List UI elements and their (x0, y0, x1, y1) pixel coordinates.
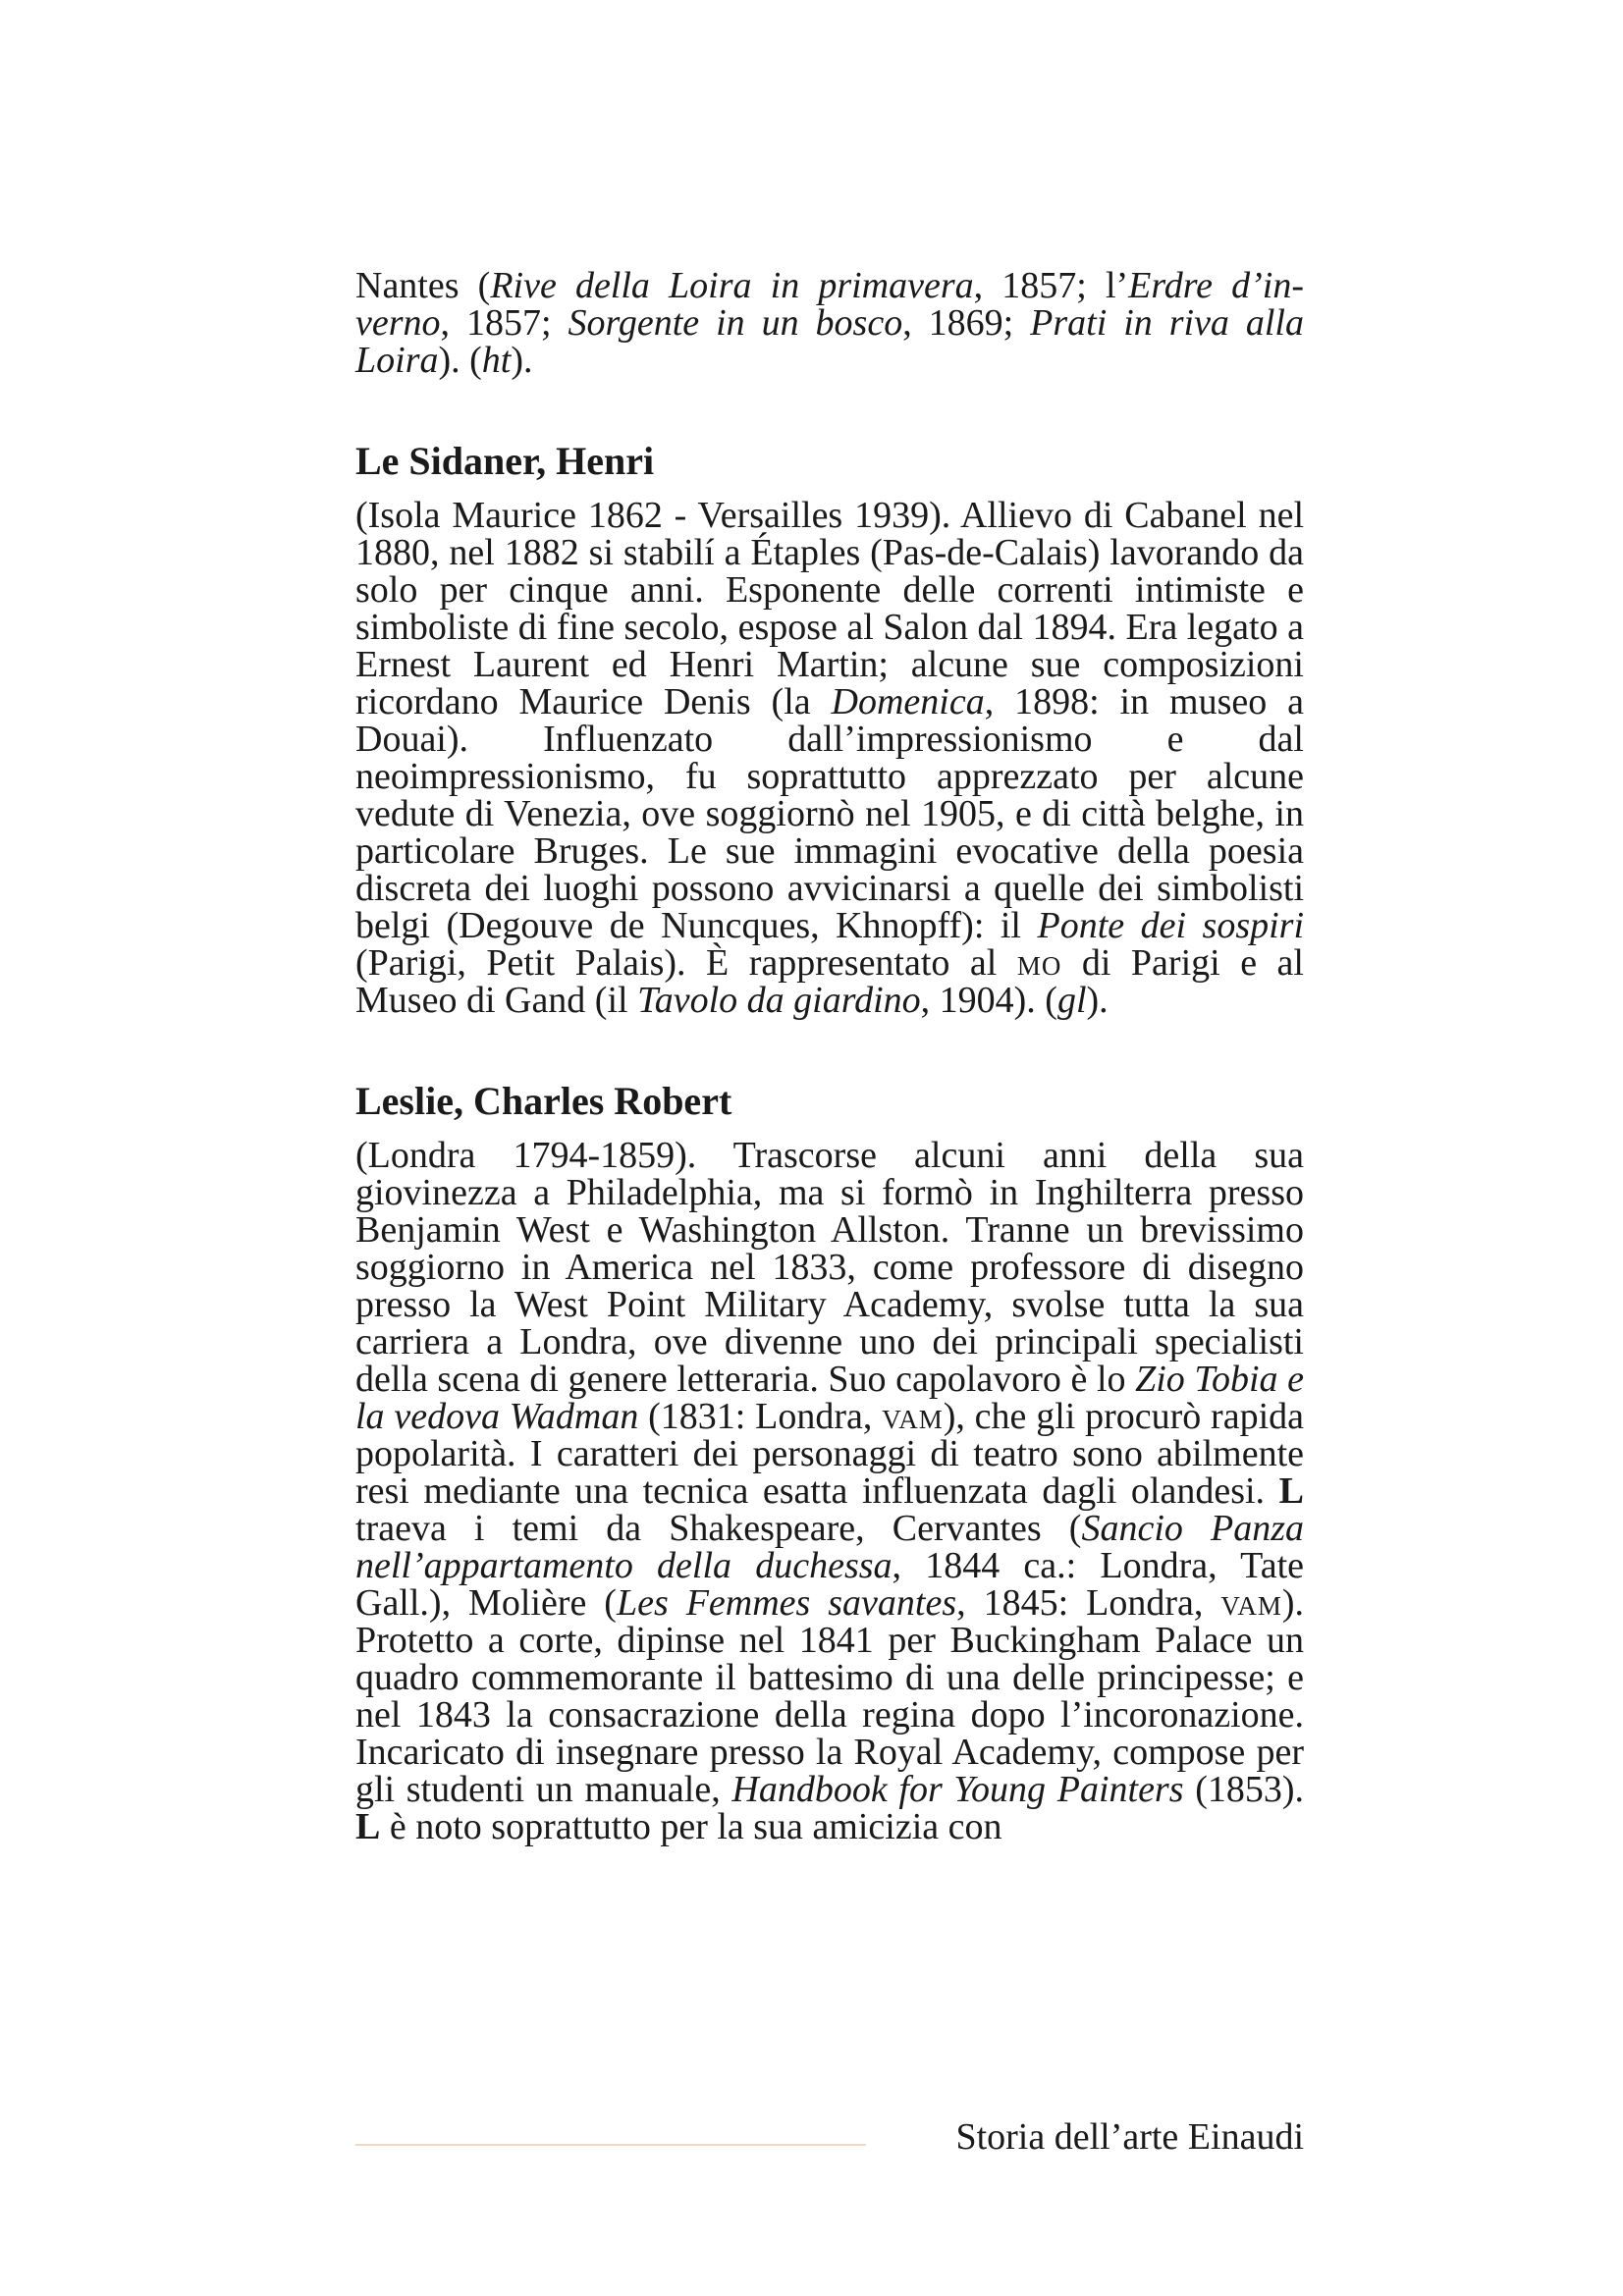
text-run: , 1844 ca.: Londra, Tate Gall.), Molière ( (355, 1545, 1304, 1624)
text-run: ), che gli procurò rapida popolarità. I caratteri dei personaggi di teatro sono abilmente resi mediante una tecnica esatta influenzata dagli olandesi. (355, 1396, 1305, 1512)
text-run: ). Protetto a corte, dipinse nel 1841 per Buckingham Palace un quadro commemorante il battesimo di una delle principesse; e nel 1843 la consacrazione della regina dopo l’incoronazione. Incaricato di insegnare presso la Royal Academy, compose per gli studenti un manuale, (355, 1582, 1304, 1810)
page-footer (355, 2112, 1304, 2162)
text-run: di Parigi e al Museo di Gand (il (355, 942, 1304, 1021)
text-run: , 1857; (440, 302, 568, 344)
artwork-title: Ponte dei sospiri (1037, 905, 1305, 946)
footer-divider (355, 2144, 866, 2146)
artwork-title: Prati in riva alla Loira (355, 302, 1304, 381)
entry-title-leslie: Leslie, Charles Robert (355, 1079, 732, 1123)
entry-initial: L (355, 1806, 381, 1847)
text-run: , 1869; (902, 302, 1031, 344)
text-run: (1853). (1183, 1769, 1305, 1810)
museum-abbreviation: vam (882, 1396, 944, 1437)
museum-abbreviation: vam (1220, 1582, 1282, 1624)
text-run: (1831: Londra, (638, 1396, 883, 1437)
text-run: (Isola Maurice 1862 - Versailles 1939). Allievo di Cabanel nel 1880, nel 1882 si stabilí a Étaples (Pas-de-Calais) lavorando da solo per cinque anni. Esponente delle correnti intimiste e simboliste di fine secolo, espose al Salon dal 1894. Era legato a Ernest Laurent ed Henri Martin; alcune sue composizioni ricordano Maurice Denis (la (355, 495, 1304, 722)
text-run: Nantes ( (355, 265, 491, 306)
entry-body-leslie (355, 1137, 1304, 1845)
author-initials: ht (481, 340, 512, 381)
artwork-title: Zio Tobia e la vedova Wadman (355, 1359, 1305, 1437)
artwork-title: Sancio Panza nell’appartamento della duchessa (355, 1508, 1304, 1586)
text-run: ). (1086, 980, 1109, 1021)
entry-initial: L (1278, 1470, 1304, 1512)
artwork-title: Erdre d’inverno (355, 265, 1304, 344)
text-run: , 1857; l’ (973, 265, 1129, 306)
text-run: traeva i temi da Shakespeare, Cervantes ( (355, 1508, 1082, 1549)
intro-paragraph (355, 267, 1304, 379)
artwork-title: Domenica (831, 681, 985, 722)
text-run: (Parigi, Petit Palais). È rappresentato al (355, 942, 1017, 984)
museum-abbreviation: mo (1016, 942, 1062, 984)
text-run: è noto soprattutto per la sua amicizia con (380, 1806, 1002, 1847)
book-title: Handbook for Young Painters (731, 1769, 1184, 1810)
text-run: ). ( (438, 340, 482, 381)
artwork-title: Tavolo da giardino (637, 980, 921, 1021)
text-run: , 1898: in museo a Douai). Influenzato dall’impressionismo e dal neoimpressionismo, fu soprattutto apprezzato per alcune vedute di Venezia, ove soggiornò nel 1905, e di città belghe, in particolare Bruges. Le sue immagini evocative della poesia discreta dei luoghi possono avvicinarsi a quelle dei simbolisti belgi (Degouve de Nuncques, Khnopff): il (355, 681, 1304, 946)
author-initials: gl (1056, 980, 1087, 1021)
artwork-title: Sorgente in un bosco (568, 302, 903, 344)
entry-body-le-sidaner (355, 497, 1304, 1019)
page-text (355, 267, 1304, 1845)
text-run: (Londra 1794-1859). Trascorse alcuni anni della sua giovinezza a Philadelphia, ma si formò in Inghilterra presso Benjamin West e Washington Allston. Tranne un brevissimo soggiorno in America nel 1833, come professore di disegno presso la West Point Military Academy, svolse tutta la sua carriera a Londra, ove divenne uno dei principali specialisti della scena di genere letteraria. Suo capolavoro è lo (355, 1135, 1304, 1400)
artwork-title: Les Femmes savantes (616, 1582, 957, 1624)
entry-title-le-sidaner: Le Sidaner, Henri (355, 439, 655, 483)
text-run: ). (511, 340, 533, 381)
footer-publication-title: Storia dell’arte Einaudi (955, 2116, 1304, 2158)
text-run: , 1845: Londra, (956, 1582, 1221, 1624)
text-run: , 1904). ( (920, 980, 1057, 1021)
artwork-title: Rive della Loira in primavera (490, 265, 974, 306)
